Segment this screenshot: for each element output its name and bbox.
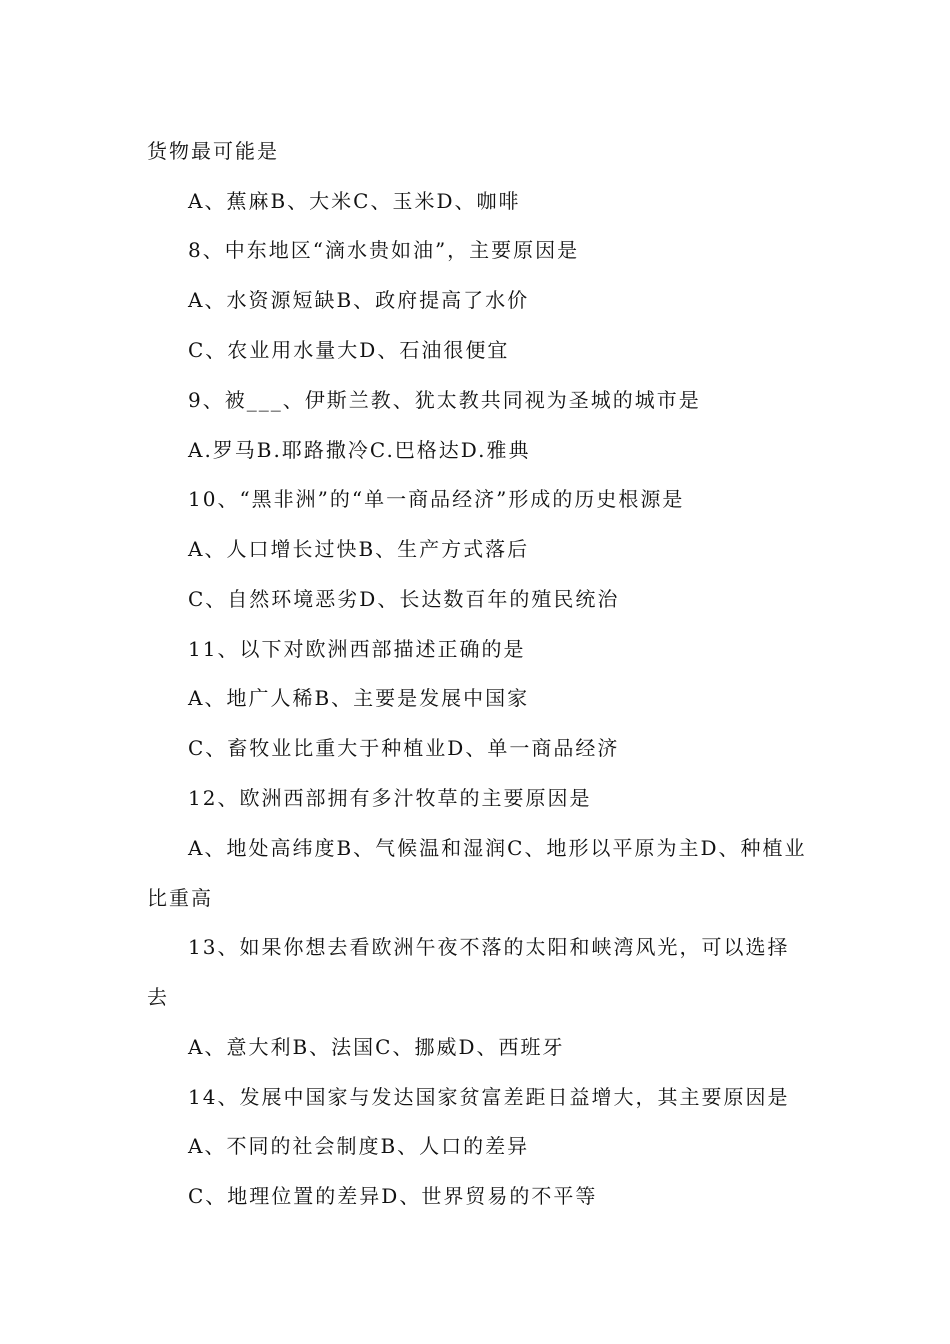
question-14-options-ab: A、不同的社会制度B、人口的差异 bbox=[188, 1134, 530, 1158]
question-11-options-ab: A、地广人稀B、主要是发展中国家 bbox=[188, 686, 530, 710]
question-14-options-cd: C、地理位置的差异D、世界贸易的不平等 bbox=[188, 1184, 598, 1208]
question-13-stem: 13、如果你想去看欧洲午夜不落的太阳和峡湾风光，可以选择 bbox=[188, 935, 790, 959]
question-13-stem-wrap: 去 bbox=[147, 985, 169, 1009]
question-8-options-cd: C、农业用水量大D、石油很便宜 bbox=[188, 338, 510, 362]
question-10-options-cd: C、自然环境恶劣D、长达数百年的殖民统治 bbox=[188, 587, 620, 611]
question-12-options-wrap: 比重高 bbox=[147, 886, 213, 910]
question-10-stem: 10、“黑非洲”的“单一商品经济”形成的历史根源是 bbox=[188, 487, 685, 511]
question-9-stem: 9、被___、伊斯兰教、犹太教共同视为圣城的城市是 bbox=[188, 388, 701, 412]
question-10-options-ab: A、人口增长过快B、生产方式落后 bbox=[188, 537, 530, 561]
question-8-stem: 8、中东地区“滴水贵如油”，主要原因是 bbox=[188, 238, 580, 262]
question-12-options: A、地处高纬度B、气候温和湿润C、地形以平原为主D、种植业 bbox=[188, 836, 807, 860]
question-9-options: A.罗马B.耶路撒冷C.巴格达D.雅典 bbox=[188, 438, 531, 462]
question-8-options-ab: A、水资源短缺B、政府提高了水价 bbox=[188, 288, 530, 312]
question-7-stem-continuation: 货物最可能是 bbox=[147, 139, 279, 163]
question-13-options: A、意大利B、法国C、挪威D、西班牙 bbox=[188, 1035, 565, 1059]
question-11-options-cd: C、畜牧业比重大于种植业D、单一商品经济 bbox=[188, 736, 620, 760]
question-14-stem: 14、发展中国家与发达国家贫富差距日益增大，其主要原因是 bbox=[188, 1085, 790, 1109]
question-7-options: A、蕉麻B、大米C、玉米D、咖啡 bbox=[188, 189, 521, 213]
question-12-stem: 12、欧洲西部拥有多汁牧草的主要原因是 bbox=[188, 786, 592, 810]
question-11-stem: 11、以下对欧洲西部描述正确的是 bbox=[188, 637, 526, 661]
